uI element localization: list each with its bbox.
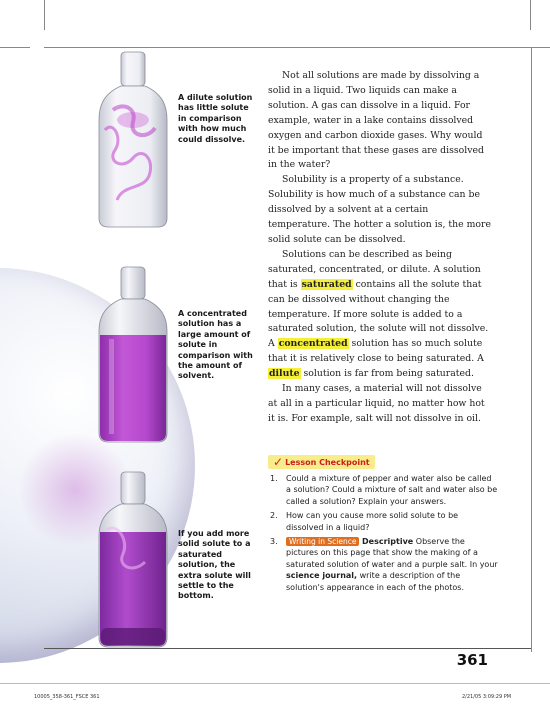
bottle-concentrated-photo xyxy=(93,265,173,445)
paragraph-descriptions: Solutions can be described as being saturated, concentrated, or dilute. A solution that is saturated contains all the solute that can be dissolved without changing the temperature. If more solute is added to a saturated solution, the solute will not dissolve. A concentrated solution has so much solute that it is relatively close to being saturated. A dilute solution is far from being saturated. xyxy=(268,248,489,380)
paragraph-solubility: Solubility is a property of a substance. Solubility is how much of a substance can be dissolved by a solvent at a certain temperature. The hotter a solution is, the more solid solute can be dissolved. xyxy=(268,174,491,245)
question-item: 1. Could a mixture of pepper and water also be called a solution? Could a mixture of salt and water also be called a solution? Explain your answers. xyxy=(270,474,498,506)
checkmark-icon: ✓ xyxy=(273,455,284,469)
caption-dilute: A dilute solution has little solute in comparison with how much could dissolve. xyxy=(178,93,253,144)
bottle-saturated-photo xyxy=(93,470,173,650)
page-number: 361 xyxy=(456,651,488,669)
checkpoint-questions xyxy=(266,473,498,596)
question-item: 2. How can you cause more solid solute to be dissolved in a liquid? xyxy=(270,511,459,532)
bottle-dilute-photo xyxy=(93,50,173,230)
checkpoint-title: Lesson Checkpoint xyxy=(285,457,370,467)
footer-rule xyxy=(0,683,550,684)
bottom-rule xyxy=(44,648,531,649)
vocab-concentrated: concentrated xyxy=(278,338,348,350)
body-text xyxy=(268,69,492,427)
caption-concentrated: A concentrated solution has a large amount of solute in comparison with the amount of solvent. xyxy=(178,309,253,381)
crop-mark xyxy=(530,0,531,30)
vocab-dilute: dilute xyxy=(269,368,300,380)
crop-mark xyxy=(0,47,30,48)
caption-saturated: If you add more solid solute to a saturated solution, the extra solute will settle to the bottom. xyxy=(178,529,251,601)
footer-timestamp: 2/21/05 3:09:29 PM xyxy=(462,694,512,700)
paragraph-solutions: Not all solutions are made by dissolving a solid in a liquid. Two liquids can make a solution. A gas can dissolve in a liquid. For example, water in a lake contains dissolved oxygen and carbon dioxide gases. Why would it be important that these gases are dissolved in the water? xyxy=(268,70,484,171)
writing-in-science-badge: Writing in Science xyxy=(286,537,359,546)
question-item: 3. Writing in Science Descriptive Observe the pictures on this page that show the making of a saturated solution of water and a purple salt. In your science journal, write a description of the solution's appearance in each of the photos. xyxy=(270,537,498,592)
lesson-checkpoint-header xyxy=(268,455,375,469)
paragraph-insoluble: In many cases, a material will not dissolve at all in a particular liquid, no matter how hot it is. For example, salt will not dissolve in oil. xyxy=(268,383,485,424)
footer-file-info: 10005_358-361_FSCE 361 xyxy=(34,694,100,700)
vocab-saturated: saturated xyxy=(301,278,352,290)
crop-mark xyxy=(44,0,45,30)
